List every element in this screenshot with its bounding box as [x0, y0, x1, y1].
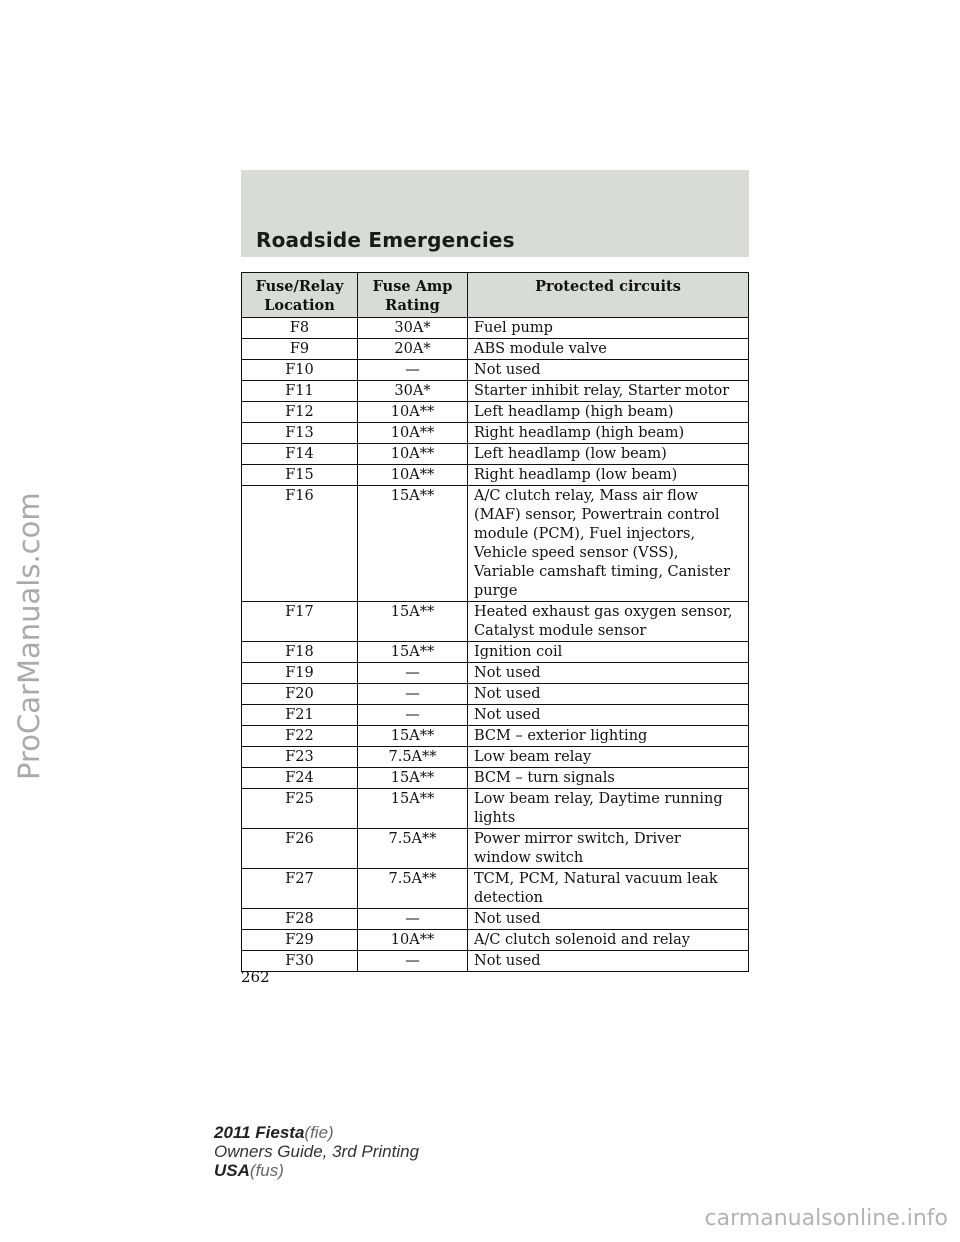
- protected-circuits-cell: A/C clutch solenoid and relay: [468, 930, 749, 951]
- fuse-location-cell: F8: [242, 318, 358, 339]
- fuse-location-cell: F19: [242, 663, 358, 684]
- table-row: [242, 684, 749, 705]
- fuse-rating-cell: 20A*: [358, 339, 468, 360]
- fuse-location-cell: F16: [242, 486, 358, 602]
- table-row: [242, 726, 749, 747]
- footer-model-code: (fie): [304, 1123, 334, 1142]
- header-fuse-location: Fuse/Relay Location: [242, 273, 358, 318]
- fuse-location-cell: F13: [242, 423, 358, 444]
- page-number: 262: [241, 968, 270, 986]
- fuse-rating-cell: —: [358, 360, 468, 381]
- table-row: [242, 869, 749, 909]
- table-row: [242, 747, 749, 768]
- fuse-rating-cell: 7.5A**: [358, 747, 468, 768]
- table-row: [242, 789, 749, 829]
- protected-circuits-cell: Ignition coil: [468, 642, 749, 663]
- fuse-location-cell: F17: [242, 602, 358, 642]
- fuse-rating-cell: —: [358, 951, 468, 972]
- fuse-rating-cell: 15A**: [358, 789, 468, 829]
- protected-circuits-cell: Not used: [468, 951, 749, 972]
- fuse-table-body: [242, 318, 749, 972]
- fuse-rating-cell: 10A**: [358, 402, 468, 423]
- fuse-rating-cell: 10A**: [358, 444, 468, 465]
- protected-circuits-cell: Heated exhaust gas oxygen sensor, Catalyst module sensor: [468, 602, 749, 642]
- footer-line-1: [214, 1123, 419, 1142]
- protected-circuits-cell: Right headlamp (low beam): [468, 465, 749, 486]
- footer-model: 2011 Fiesta: [214, 1123, 305, 1142]
- fuse-location-cell: F9: [242, 339, 358, 360]
- footer-market: USA: [214, 1161, 250, 1180]
- table-row: [242, 402, 749, 423]
- fuse-rating-cell: 10A**: [358, 465, 468, 486]
- fuse-location-cell: F28: [242, 909, 358, 930]
- fuse-rating-cell: 15A**: [358, 726, 468, 747]
- table-row: [242, 909, 749, 930]
- fuse-location-cell: F15: [242, 465, 358, 486]
- protected-circuits-cell: Not used: [468, 360, 749, 381]
- protected-circuits-cell: Low beam relay, Daytime running lights: [468, 789, 749, 829]
- fuse-location-cell: F26: [242, 829, 358, 869]
- protected-circuits-cell: Right headlamp (high beam): [468, 423, 749, 444]
- fuse-location-cell: F20: [242, 684, 358, 705]
- table-header-row: [242, 273, 749, 318]
- protected-circuits-cell: Not used: [468, 909, 749, 930]
- table-row: [242, 381, 749, 402]
- table-row: [242, 642, 749, 663]
- protected-circuits-cell: Power mirror switch, Driver window switch: [468, 829, 749, 869]
- table-row: [242, 423, 749, 444]
- protected-circuits-cell: Left headlamp (high beam): [468, 402, 749, 423]
- fuse-rating-cell: 10A**: [358, 423, 468, 444]
- fuse-location-cell: F18: [242, 642, 358, 663]
- fuse-rating-cell: 7.5A**: [358, 869, 468, 909]
- footer-market-code: (fus): [249, 1161, 284, 1180]
- table-row: [242, 663, 749, 684]
- fuse-table: [241, 272, 749, 972]
- fuse-rating-cell: 15A**: [358, 768, 468, 789]
- protected-circuits-cell: Left headlamp (low beam): [468, 444, 749, 465]
- protected-circuits-cell: Not used: [468, 705, 749, 726]
- table-row: [242, 768, 749, 789]
- fuse-rating-cell: 10A**: [358, 930, 468, 951]
- table-row: [242, 444, 749, 465]
- protected-circuits-cell: Not used: [468, 663, 749, 684]
- fuse-location-cell: F10: [242, 360, 358, 381]
- table-row: [242, 602, 749, 642]
- fuse-rating-cell: 15A**: [358, 486, 468, 602]
- fuse-rating-cell: 15A**: [358, 642, 468, 663]
- header-fuse-amp-rating: Fuse Amp Rating: [358, 273, 468, 318]
- fuse-location-cell: F12: [242, 402, 358, 423]
- section-title: Roadside Emergencies: [256, 228, 515, 252]
- table-row: [242, 829, 749, 869]
- fuse-location-cell: F29: [242, 930, 358, 951]
- table-row: [242, 360, 749, 381]
- fuse-location-cell: F22: [242, 726, 358, 747]
- fuse-location-cell: F14: [242, 444, 358, 465]
- protected-circuits-cell: Starter inhibit relay, Starter motor: [468, 381, 749, 402]
- fuse-rating-cell: 30A*: [358, 381, 468, 402]
- bottom-watermark: carmanualsonline.info: [704, 1206, 948, 1231]
- fuse-rating-cell: —: [358, 909, 468, 930]
- protected-circuits-cell: Not used: [468, 684, 749, 705]
- protected-circuits-cell: ABS module valve: [468, 339, 749, 360]
- protected-circuits-cell: TCM, PCM, Natural vacuum leak detection: [468, 869, 749, 909]
- fuse-rating-cell: 7.5A**: [358, 829, 468, 869]
- footer-line-3: [214, 1161, 419, 1180]
- table-row: [242, 951, 749, 972]
- fuse-location-cell: F25: [242, 789, 358, 829]
- footer-line-2: Owners Guide, 3rd Printing: [214, 1142, 420, 1161]
- protected-circuits-cell: BCM – turn signals: [468, 768, 749, 789]
- fuse-rating-cell: —: [358, 705, 468, 726]
- fuse-rating-cell: 30A*: [358, 318, 468, 339]
- table-row: [242, 486, 749, 602]
- fuse-location-cell: F27: [242, 869, 358, 909]
- fuse-rating-cell: —: [358, 663, 468, 684]
- table-row: [242, 339, 749, 360]
- side-watermark-text: ProCarManuals.com: [12, 492, 46, 780]
- table-row: [242, 705, 749, 726]
- table-row: [242, 318, 749, 339]
- fuse-rating-cell: 15A**: [358, 602, 468, 642]
- fuse-location-cell: F21: [242, 705, 358, 726]
- fuse-location-cell: F30: [242, 951, 358, 972]
- fuse-rating-cell: —: [358, 684, 468, 705]
- header-protected-circuits: Protected circuits: [468, 273, 749, 318]
- table-row: [242, 930, 749, 951]
- fuse-location-cell: F11: [242, 381, 358, 402]
- protected-circuits-cell: Low beam relay: [468, 747, 749, 768]
- protected-circuits-cell: Fuel pump: [468, 318, 749, 339]
- table-row: [242, 465, 749, 486]
- protected-circuits-cell: BCM – exterior lighting: [468, 726, 749, 747]
- fuse-location-cell: F24: [242, 768, 358, 789]
- protected-circuits-cell: A/C clutch relay, Mass air flow (MAF) sensor, Powertrain control module (PCM), Fuel injectors, Vehicle speed sensor (VSS), Variable camshaft timing, Canister purge: [468, 486, 749, 602]
- fuse-location-cell: F23: [242, 747, 358, 768]
- footer: [214, 1123, 419, 1180]
